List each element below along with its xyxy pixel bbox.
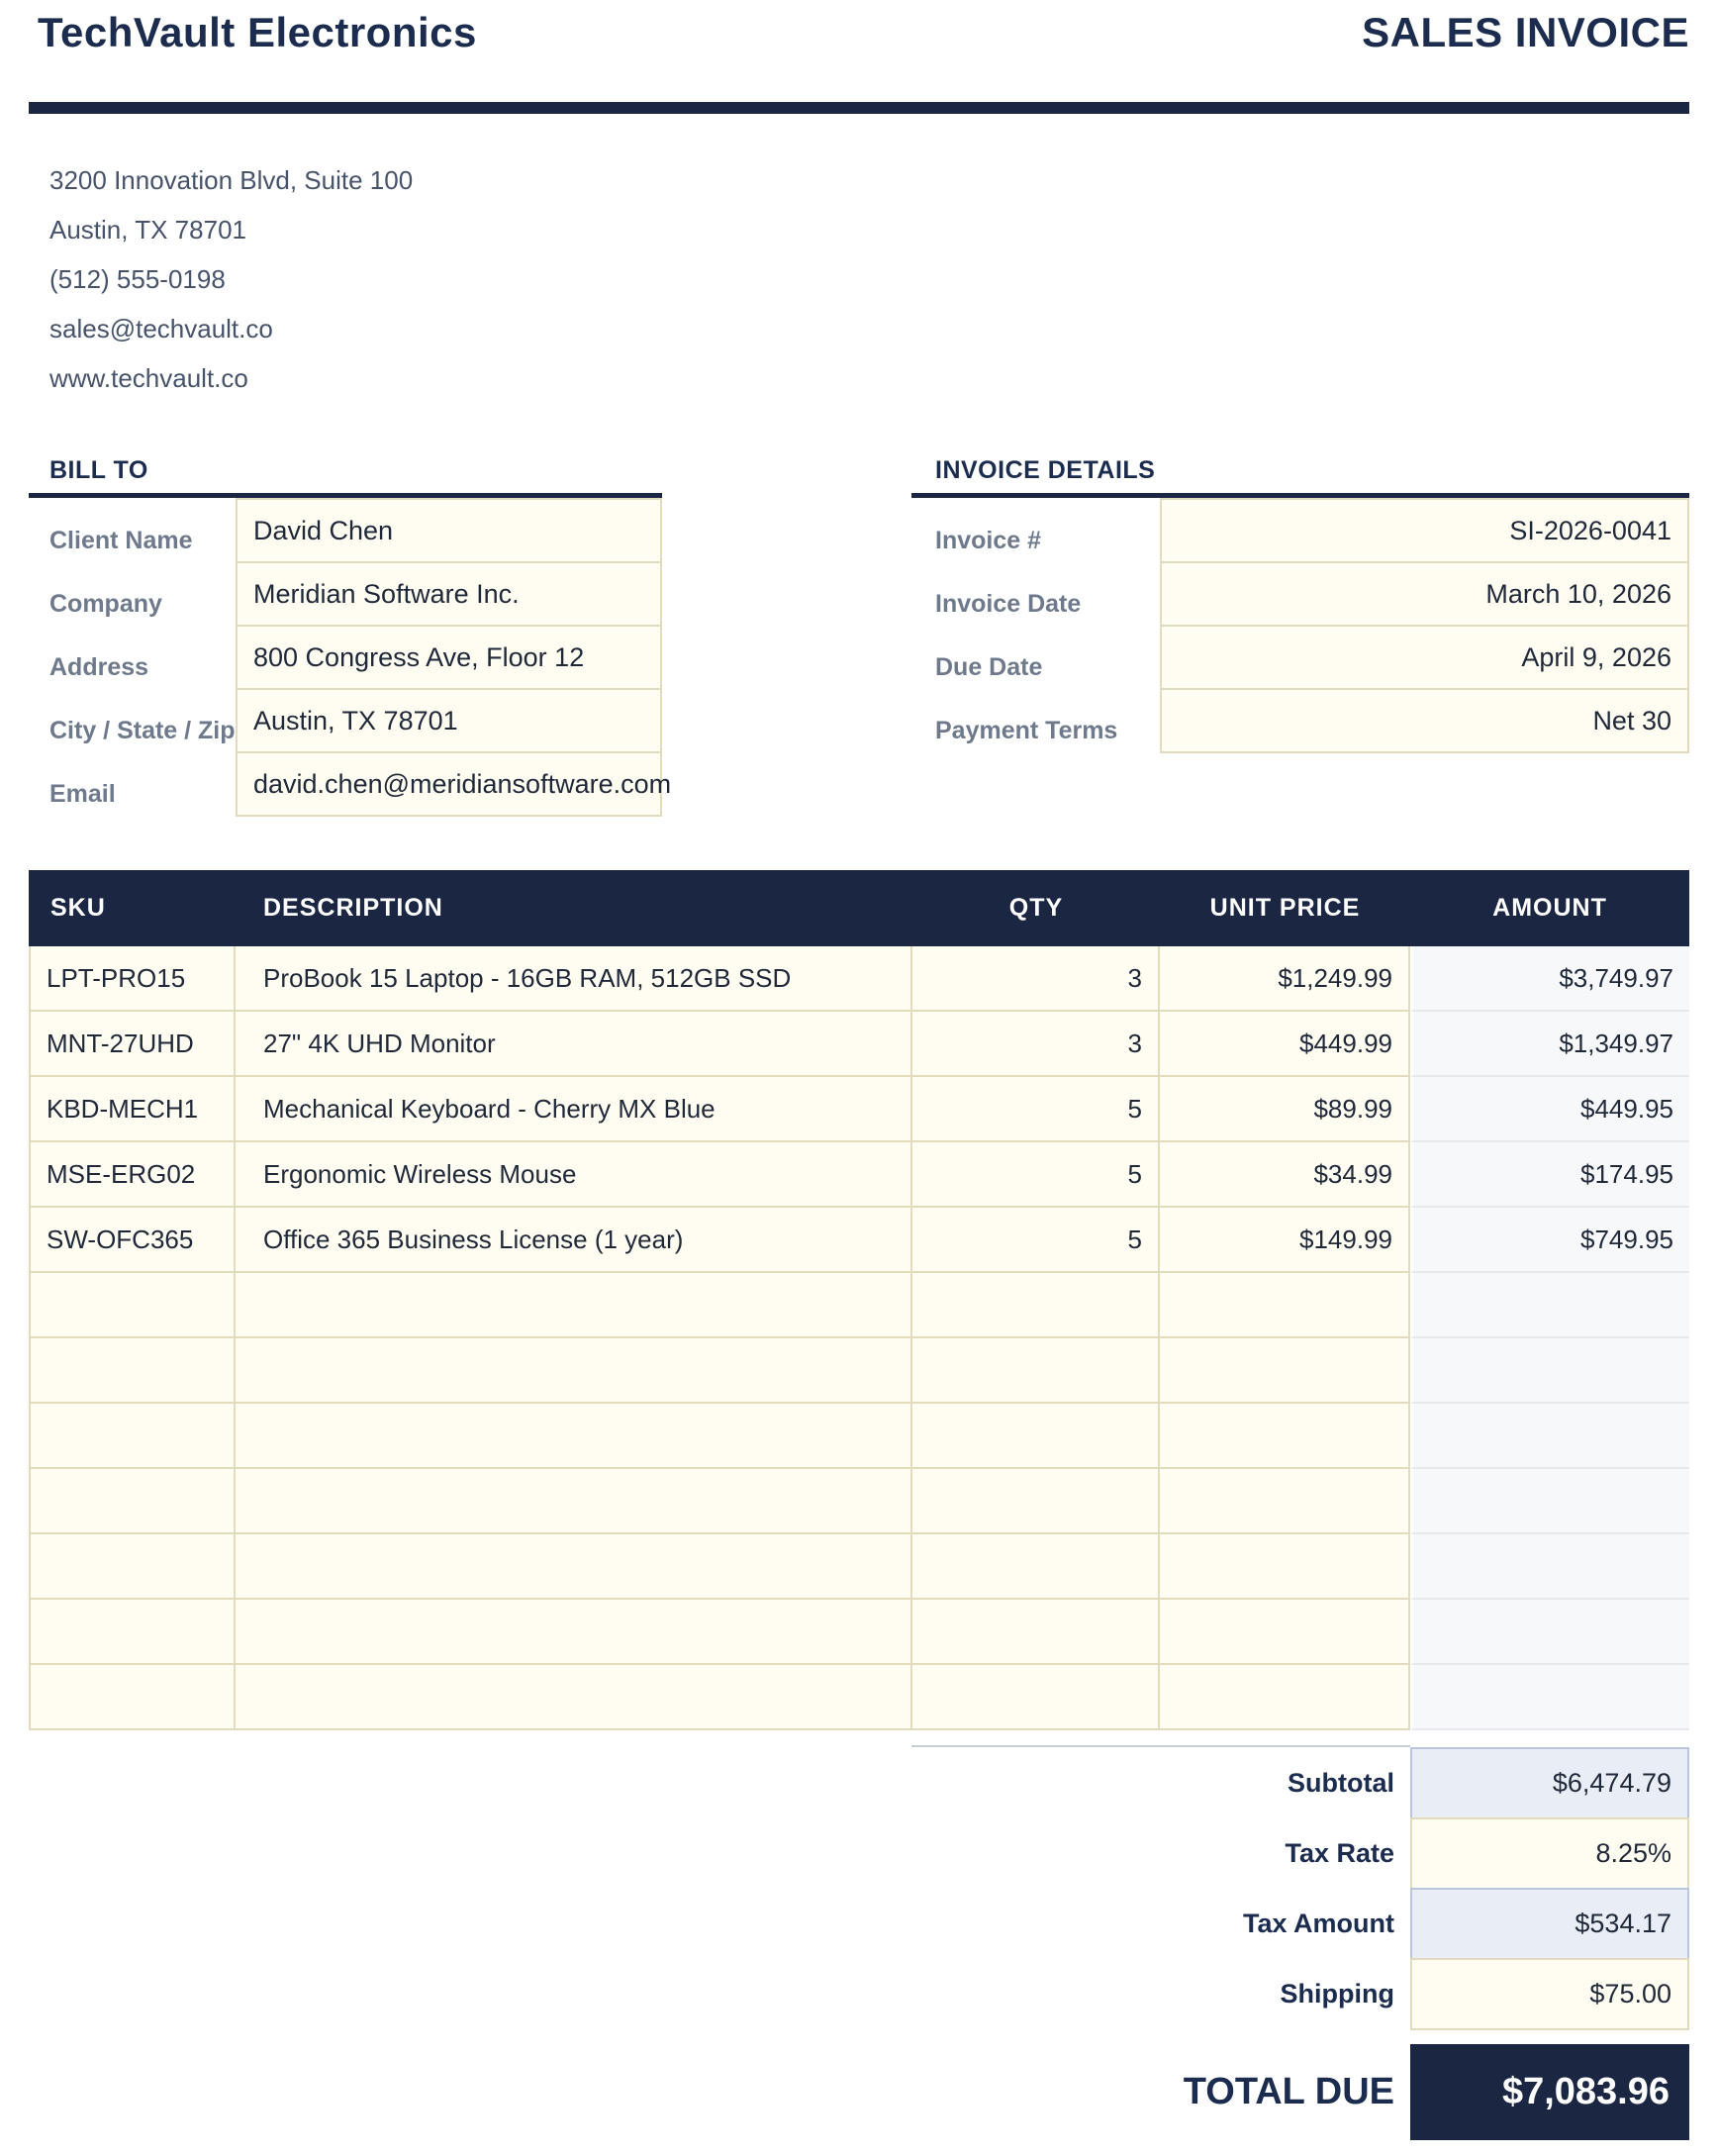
sku-cell-empty[interactable]: [29, 1600, 236, 1665]
payment-terms-field[interactable]: [1160, 688, 1689, 753]
bill-to-panel: [29, 455, 672, 817]
totals-section: [911, 1745, 1689, 2140]
table-row: [29, 946, 1689, 1012]
column-header-qty: QTY: [1008, 894, 1064, 922]
description-cell[interactable]: Ergonomic Wireless Mouse: [236, 1142, 912, 1208]
sku-cell-empty[interactable]: [29, 1469, 236, 1534]
description-cell-empty[interactable]: [236, 1273, 912, 1338]
table-row: [29, 1077, 1689, 1142]
tax-rate-label: Tax Rate: [1285, 1838, 1394, 1868]
table-row-empty: [29, 1273, 1689, 1338]
client-company-value: Meridian Software Inc.: [253, 578, 520, 609]
shipping-value-cell[interactable]: $75.00: [1410, 1958, 1689, 2030]
sku-cell[interactable]: KBD-MECH1: [29, 1077, 236, 1142]
description-cell-empty[interactable]: [236, 1469, 912, 1534]
sku-cell[interactable]: MSE-ERG02: [29, 1142, 236, 1208]
description-cell-empty[interactable]: [236, 1534, 912, 1600]
tax-amount-value-cell: $534.17: [1410, 1888, 1689, 1960]
payment-terms-label: Payment Terms: [935, 717, 1118, 744]
client-email-field[interactable]: [236, 751, 672, 817]
unit-price-cell-empty[interactable]: [1160, 1665, 1410, 1730]
qty-cell[interactable]: 5: [912, 1142, 1160, 1208]
qty-cell-empty[interactable]: [912, 1534, 1160, 1600]
client-address-field[interactable]: [236, 625, 662, 690]
subtotal-label: Subtotal: [1288, 1768, 1394, 1798]
unit-price-cell-empty[interactable]: [1160, 1469, 1410, 1534]
unit-price-cell-empty[interactable]: [1160, 1273, 1410, 1338]
description-cell-empty[interactable]: [236, 1338, 912, 1404]
client-company-field[interactable]: [236, 561, 662, 627]
client-email-value: david.chen@meridiansoftware.com: [253, 768, 672, 799]
bill-to-row-company: [29, 561, 662, 627]
bill-to-row-address: [29, 625, 662, 690]
unit-price-cell[interactable]: $149.99: [1160, 1208, 1410, 1273]
amount-cell: $174.95: [1410, 1142, 1689, 1208]
table-row-empty: [29, 1338, 1689, 1404]
amount-cell-empty: [1410, 1600, 1689, 1665]
unit-price-cell-empty[interactable]: [1160, 1534, 1410, 1600]
unit-price-cell-empty[interactable]: [1160, 1338, 1410, 1404]
qty-cell-empty[interactable]: [912, 1338, 1160, 1404]
qty-cell-empty[interactable]: [912, 1469, 1160, 1534]
sku-cell[interactable]: MNT-27UHD: [29, 1012, 236, 1077]
description-cell-empty[interactable]: [236, 1600, 912, 1665]
unit-price-cell-empty[interactable]: [1160, 1404, 1410, 1469]
sku-cell[interactable]: SW-OFC365: [29, 1208, 236, 1273]
qty-cell-empty[interactable]: [912, 1404, 1160, 1469]
total-due-row: [911, 2044, 1689, 2140]
client-name-value: David Chen: [253, 515, 394, 545]
description-cell-empty[interactable]: [236, 1665, 912, 1730]
client-email-label: Email: [49, 780, 116, 808]
amount-cell-empty: [1410, 1338, 1689, 1404]
unit-price-cell[interactable]: $89.99: [1160, 1077, 1410, 1142]
qty-cell[interactable]: 3: [912, 946, 1160, 1012]
sku-cell[interactable]: LPT-PRO15: [29, 946, 236, 1012]
bill-to-heading: BILL TO: [49, 456, 148, 484]
payment-terms-value: Net 30: [1592, 705, 1671, 735]
header-divider-rule: [29, 102, 1689, 114]
due-date-value: April 9, 2026: [1521, 641, 1671, 672]
company-address-line1: 3200 Innovation Blvd, Suite 100: [49, 165, 414, 195]
items-header-row: [29, 870, 1689, 946]
description-cell-empty[interactable]: [236, 1404, 912, 1469]
column-header-sku: SKU: [50, 894, 106, 922]
qty-cell[interactable]: 5: [912, 1208, 1160, 1273]
unit-price-cell-empty[interactable]: [1160, 1600, 1410, 1665]
tax-amount-label: Tax Amount: [1243, 1909, 1394, 1938]
sku-cell-empty[interactable]: [29, 1404, 236, 1469]
due-date-row: [911, 625, 1689, 690]
shipping-label: Shipping: [1280, 1979, 1394, 2009]
description-cell[interactable]: 27" 4K UHD Monitor: [236, 1012, 912, 1077]
qty-cell-empty[interactable]: [912, 1665, 1160, 1730]
qty-cell-empty[interactable]: [912, 1600, 1160, 1665]
subtotal-row: [911, 1747, 1689, 1819]
table-row: [29, 1012, 1689, 1077]
invoice-number-row: [911, 498, 1689, 563]
unit-price-cell[interactable]: $449.99: [1160, 1012, 1410, 1077]
total-due-value-cell: $7,083.96: [1410, 2044, 1689, 2140]
invoice-number-field[interactable]: [1160, 498, 1689, 563]
table-row-empty: [29, 1534, 1689, 1600]
amount-cell: $749.95: [1410, 1208, 1689, 1273]
bill-to-row-client-name: [29, 498, 662, 563]
table-row-empty: [29, 1665, 1689, 1730]
amount-cell: $449.95: [1410, 1077, 1689, 1142]
qty-cell-empty[interactable]: [912, 1273, 1160, 1338]
client-city-state-zip-field[interactable]: [236, 688, 662, 753]
subtotal-value-cell: $6,474.79: [1410, 1747, 1689, 1819]
qty-cell[interactable]: 3: [912, 1012, 1160, 1077]
due-date-field[interactable]: [1160, 625, 1689, 690]
table-row: [29, 1142, 1689, 1208]
amount-cell-empty: [1410, 1665, 1689, 1730]
column-header-description: DESCRIPTION: [263, 894, 443, 922]
amount-cell-empty: [1410, 1534, 1689, 1600]
table-row-empty: [29, 1404, 1689, 1469]
line-items-table: [29, 870, 1689, 1730]
description-cell[interactable]: Office 365 Business License (1 year): [236, 1208, 912, 1273]
column-header-amount: AMOUNT: [1492, 894, 1607, 922]
client-city-state-zip-value: Austin, TX 78701: [253, 705, 458, 735]
company-phone: (512) 555-0198: [49, 264, 226, 294]
tax-rate-value-cell[interactable]: 8.25%: [1410, 1817, 1689, 1890]
client-name-field[interactable]: [236, 498, 662, 563]
table-row-empty: [29, 1600, 1689, 1665]
sku-cell-empty[interactable]: [29, 1273, 236, 1338]
amount-cell-empty: [1410, 1404, 1689, 1469]
company-address-line2: Austin, TX 78701: [49, 215, 246, 245]
payment-terms-row: [911, 688, 1689, 753]
amount-cell: $1,349.97: [1410, 1012, 1689, 1077]
invoice-details-panel: [911, 455, 1689, 753]
invoice-number-label: Invoice #: [935, 527, 1041, 554]
description-cell[interactable]: Mechanical Keyboard - Cherry MX Blue: [236, 1077, 912, 1142]
client-city-state-zip-label: City / State / Zip: [49, 717, 236, 744]
client-company-label: Company: [49, 590, 162, 618]
description-cell[interactable]: ProBook 15 Laptop - 16GB RAM, 512GB SSD: [236, 946, 912, 1012]
client-name-label: Client Name: [49, 527, 193, 554]
sku-cell-empty[interactable]: [29, 1338, 236, 1404]
company-website: www.techvault.co: [49, 363, 248, 393]
company-contact-block: [49, 155, 413, 403]
bill-to-row-email: [29, 751, 672, 817]
due-date-label: Due Date: [935, 653, 1043, 681]
qty-cell[interactable]: 5: [912, 1077, 1160, 1142]
bill-to-row-city-state-zip: [29, 688, 662, 753]
amount-cell-empty: [1410, 1469, 1689, 1534]
table-row: [29, 1208, 1689, 1273]
unit-price-cell[interactable]: $1,249.99: [1160, 946, 1410, 1012]
client-address-label: Address: [49, 653, 149, 681]
invoice-date-row: [911, 561, 1689, 627]
invoice-number-value: SI-2026-0041: [1509, 515, 1671, 545]
invoice-date-field[interactable]: [1160, 561, 1689, 627]
document-title: SALES INVOICE: [1362, 9, 1689, 55]
table-row-empty: [29, 1469, 1689, 1534]
sku-cell-empty[interactable]: [29, 1534, 236, 1600]
tax-rate-row: [911, 1817, 1689, 1890]
invoice-details-heading: INVOICE DETAILS: [935, 456, 1156, 484]
client-address-value: 800 Congress Ave, Floor 12: [253, 641, 585, 672]
document-header: [38, 6, 1689, 59]
shipping-row: [911, 1958, 1689, 2030]
company-email: sales@techvault.co: [49, 314, 273, 343]
invoice-date-value: March 10, 2026: [1485, 578, 1671, 609]
amount-cell: $3,749.97: [1410, 946, 1689, 1012]
column-header-unit-price: UNIT PRICE: [1209, 894, 1361, 922]
unit-price-cell[interactable]: $34.99: [1160, 1142, 1410, 1208]
invoice-date-label: Invoice Date: [935, 590, 1082, 618]
sku-cell-empty[interactable]: [29, 1665, 236, 1730]
total-due-label: TOTAL DUE: [1183, 2071, 1394, 2112]
amount-cell-empty: [1410, 1273, 1689, 1338]
tax-amount-row: [911, 1888, 1689, 1960]
company-name-title: TechVault Electronics: [38, 9, 477, 55]
